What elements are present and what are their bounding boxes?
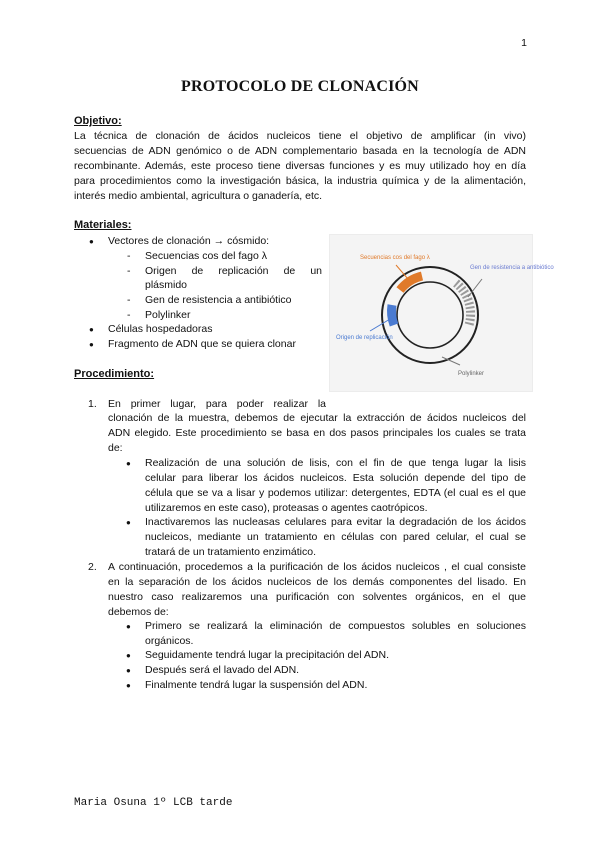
list-item-continuation: plásmido [145, 279, 188, 291]
text-line: en la separación de los ácidos nucleicos de los demás componentes del lisado. En [108, 576, 526, 588]
text-line: tratará de un tratamiento enzimático. [145, 546, 317, 558]
text-line: interés medio ambiental, agricultura o ganadería, etc. [74, 190, 323, 202]
objetivo-heading: Objetivo: [74, 115, 122, 127]
page-number: 1 [521, 37, 527, 49]
text-line: utilizaremos en este caso), proteasas o agentes caotrópicos. [145, 502, 428, 514]
list-item: ● Finalmente tendrá lugar la suspensión del ADN. [145, 678, 367, 693]
list-item: - Secuencias cos del fago λ [145, 249, 267, 264]
text-line: - Origen de replicación de un [145, 265, 322, 277]
text-line: ● Realización de una solución de lisis, con el fin de que tenga lugar la lisis [145, 457, 526, 469]
list-item: ● Fragmento de ADN que se quiera clonar [108, 337, 296, 352]
cosmid-diagram [329, 234, 554, 392]
text-line: célula que se va a lisar y podemos utilizar: detergentes, EDTA (el cual es el que [145, 487, 526, 499]
step-1-first-line [88, 397, 326, 412]
page-title: PROTOCOLO DE CLONACIÓN [181, 78, 419, 95]
text-line: La técnica de clonación de ácidos nucleicos tiene el objetivo de amplificar (in vivo) [74, 130, 526, 142]
step-1-text [108, 411, 526, 456]
text-line: clonación de la muestra, debemos de ejecutar la extracción de ácidos nucleicos del [108, 412, 526, 424]
text-line: ● Inactivaremos las nucleasas celulares para evitar la degradación de los ácidos [145, 516, 526, 528]
label-resistance: Gen de resistencia a antibiótico [470, 265, 554, 271]
text-line: nuestro caso realizaremos una purificación con solventes orgánicos, en el que [108, 591, 526, 603]
label-origin: Origen de replicación [336, 335, 393, 341]
list-item: ● Después será el lavado del ADN. [145, 663, 299, 678]
procedimiento-heading: Procedimiento: [74, 368, 155, 380]
list-item: - Polylinker [145, 308, 191, 323]
list-item [145, 619, 526, 649]
inner-ring [397, 282, 463, 348]
materiales-heading: Materiales: [74, 219, 132, 231]
label-polylinker: Polylinker [458, 371, 485, 377]
objetivo-paragraph [74, 129, 526, 204]
list-item [145, 456, 526, 516]
footer-author: Maria Osuna 1º LCB tarde [74, 797, 233, 809]
text-line: A continuación, procedemos a la purificación de los ácidos nucleicos , el cual consiste [108, 561, 526, 573]
list-item: ● Seguidamente tendrá lugar la precipitación del ADN. [145, 648, 389, 663]
text-line: debemos de: [108, 606, 169, 618]
text-line: recombinante. Además, este proceso tiene diversas funciones y es muy utilizado hoy en día [74, 160, 526, 172]
list-item [145, 515, 526, 560]
text-line: ● Primero se realizará la eliminación de compuestos solubles en soluciones [145, 620, 526, 632]
text-line: celular para liberar los ácidos nucleicos. Esta solución depende del tipo de [145, 472, 526, 484]
text-line: de: [108, 442, 123, 454]
step-2-text [88, 560, 526, 620]
step-number: 2. [88, 561, 97, 573]
text-line: ADN elegido. Este procedimiento se basa en dos pasos principales los cuales se trata [108, 427, 526, 439]
origin-segment [392, 305, 394, 325]
text-line: En primer lugar, para poder realizar la [108, 398, 326, 410]
text-line: orgánicos. [145, 635, 194, 647]
list-item: ● Células hospedadoras [108, 322, 213, 337]
step-number: 1. [88, 398, 97, 410]
text-line: para procedimientos como la investigación básica, la industria química y de la alimentación, [74, 175, 526, 187]
text-line: nucleicos, mediante un tratamiento en células con pared celular, el cual se [145, 531, 526, 543]
cosmid-drawing [330, 235, 554, 391]
list-item [145, 264, 322, 279]
list-item: ● Vectores de clonación → cósmido: [108, 234, 269, 249]
text-line: secuencias de ADN genómico o de ADN complementario basada en la tecnología de ADN [74, 145, 526, 157]
label-cos: Secuencias cos del fago λ [360, 255, 430, 261]
list-item: - Gen de resistencia a antibiótico [145, 293, 292, 308]
